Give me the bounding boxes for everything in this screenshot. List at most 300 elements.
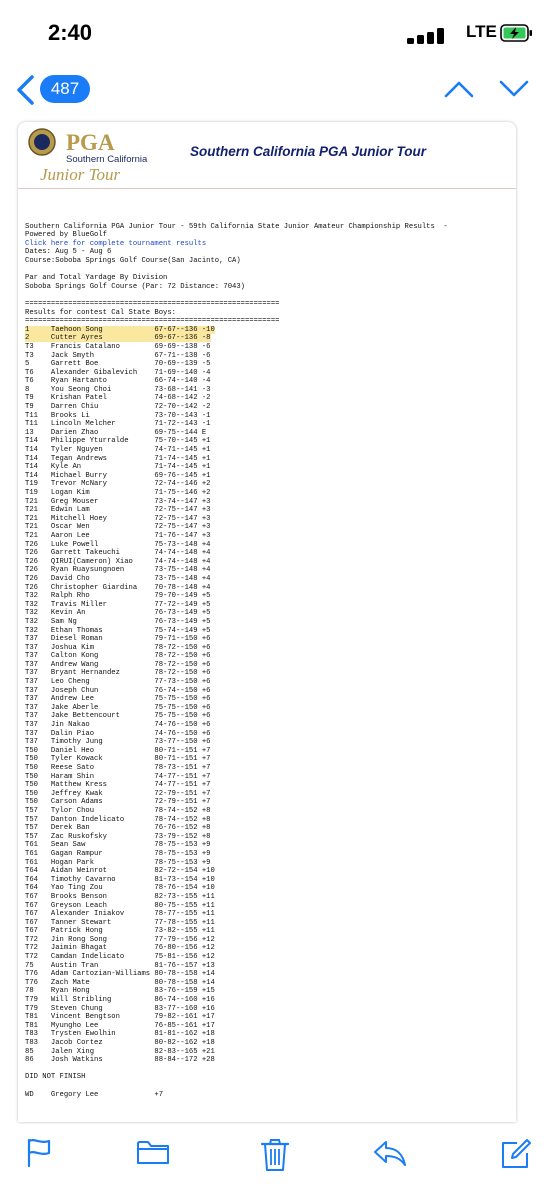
table-row bbox=[25, 635, 211, 643]
result-player-name: Carson Adams bbox=[50, 798, 155, 807]
result-position: T37 bbox=[25, 635, 51, 644]
table-row bbox=[25, 807, 211, 815]
result-position: T26 bbox=[25, 549, 51, 558]
flag-icon[interactable] bbox=[26, 1138, 52, 1168]
table-row bbox=[25, 876, 215, 884]
result-position: T83 bbox=[25, 1030, 51, 1039]
table-row bbox=[25, 515, 211, 523]
result-score: 75-70--145 +1 bbox=[154, 437, 211, 446]
table-row bbox=[25, 455, 211, 463]
result-player-name: Camdan Indelicato bbox=[50, 953, 155, 962]
result-player-name: Gagan Rampur bbox=[50, 849, 155, 858]
result-position: T37 bbox=[25, 652, 51, 661]
result-score: 67-67--136 -10 bbox=[154, 325, 215, 334]
result-position: T64 bbox=[25, 875, 51, 884]
result-position: T79 bbox=[25, 996, 51, 1005]
result-score: 73-75--148 +4 bbox=[154, 574, 211, 583]
result-score: 73-77--150 +6 bbox=[154, 738, 211, 747]
table-row bbox=[25, 867, 215, 875]
result-position: T50 bbox=[25, 781, 51, 790]
result-score: 78-74--152 +8 bbox=[154, 806, 211, 815]
folder-icon[interactable] bbox=[136, 1138, 170, 1166]
result-score: 72-75--147 +3 bbox=[154, 506, 211, 515]
result-score: 78-75--153 +9 bbox=[154, 841, 211, 850]
result-score: 72-79--151 +7 bbox=[154, 798, 211, 807]
table-row bbox=[25, 437, 211, 445]
table-row bbox=[25, 592, 211, 600]
table-row bbox=[25, 859, 211, 867]
mail-toolbar bbox=[0, 1124, 554, 1200]
logo-tagline: Junior Tour bbox=[40, 165, 121, 184]
result-player-name: Cutter Ayres bbox=[50, 334, 155, 343]
table-row bbox=[25, 919, 215, 927]
result-position: T19 bbox=[25, 480, 51, 489]
result-player-name: Tylor Chou bbox=[50, 806, 155, 815]
table-row bbox=[25, 1048, 215, 1056]
result-position: T37 bbox=[25, 738, 51, 747]
result-position: T37 bbox=[25, 686, 51, 695]
table-row bbox=[25, 1039, 215, 1047]
result-position: T21 bbox=[25, 506, 51, 515]
result-player-name: Jake Bettencourt bbox=[50, 712, 155, 721]
result-position: T9 bbox=[25, 403, 51, 412]
result-player-name: Oscar Wen bbox=[50, 523, 155, 532]
result-player-name: Sean Saw bbox=[50, 841, 155, 850]
table-row bbox=[25, 377, 211, 385]
table-row bbox=[25, 816, 211, 824]
table-row bbox=[25, 669, 211, 677]
result-score: 81-81--162 +18 bbox=[154, 1030, 215, 1039]
result-position: T61 bbox=[25, 849, 51, 858]
result-position: T11 bbox=[25, 420, 51, 429]
table-row bbox=[25, 403, 211, 411]
result-position: T6 bbox=[25, 368, 51, 377]
result-position: 1 bbox=[25, 325, 51, 334]
result-score: 77-73--150 +6 bbox=[154, 678, 211, 687]
result-player-name: Trysten Ewolhin bbox=[50, 1030, 155, 1039]
table-row bbox=[25, 446, 211, 454]
par-heading: Par and Total Yardage By Division bbox=[25, 274, 168, 283]
table-row bbox=[25, 420, 211, 428]
separator: =========================================================== bbox=[25, 317, 280, 326]
table-row bbox=[25, 334, 211, 342]
result-player-name: Philippe Yturralde bbox=[50, 437, 155, 446]
result-position: T37 bbox=[25, 721, 51, 730]
result-position: T26 bbox=[25, 540, 51, 549]
result-position: T57 bbox=[25, 815, 51, 824]
result-score: 73-82--155 +11 bbox=[154, 927, 215, 936]
result-player-name: Vincent Bengtson bbox=[50, 1013, 155, 1022]
result-position: T9 bbox=[25, 394, 51, 403]
table-row bbox=[25, 584, 211, 592]
result-position: 86 bbox=[25, 1056, 51, 1065]
result-position: T57 bbox=[25, 824, 51, 833]
result-score: 72-75--147 +3 bbox=[154, 523, 211, 532]
result-player-name: Adam Cartozian-Williams bbox=[50, 970, 155, 979]
result-position: T32 bbox=[25, 600, 51, 609]
result-player-name: Dalin Piao bbox=[50, 729, 155, 738]
result-score: 78-72--150 +6 bbox=[154, 643, 211, 652]
result-score: 78-72--150 +6 bbox=[154, 669, 211, 678]
dnf-heading: DID NOT FINISH bbox=[25, 1073, 86, 1082]
table-row bbox=[25, 343, 211, 351]
result-position: T64 bbox=[25, 867, 51, 876]
result-player-name: Ryan Hartanto bbox=[50, 377, 155, 386]
result-score: 83-77--160 +16 bbox=[154, 1004, 215, 1013]
result-score: 81-76--157 +13 bbox=[154, 961, 215, 970]
table-row bbox=[25, 352, 211, 360]
table-row bbox=[25, 953, 215, 961]
table-row bbox=[25, 893, 215, 901]
result-player-name: Ryan Ruaysungnoen bbox=[50, 566, 155, 575]
table-row bbox=[25, 498, 211, 506]
result-score: 73-75--148 +4 bbox=[154, 566, 211, 575]
result-score: 74-68--142 -2 bbox=[154, 394, 211, 403]
result-player-name: Matthew Kress bbox=[50, 781, 155, 790]
result-position: T72 bbox=[25, 935, 51, 944]
result-player-name: Krishan Patel bbox=[50, 394, 155, 403]
result-score: 69-76--145 +1 bbox=[154, 471, 211, 480]
result-score: 75-74--149 +5 bbox=[154, 626, 211, 635]
table-row bbox=[25, 704, 211, 712]
table-row bbox=[25, 489, 211, 497]
result-score: 70-69--139 -5 bbox=[154, 360, 211, 369]
result-score: 73-68--141 -3 bbox=[154, 385, 211, 394]
table-row bbox=[25, 575, 211, 583]
result-player-name: Danton Indelicato bbox=[50, 815, 155, 824]
table-row bbox=[25, 944, 215, 952]
email-header bbox=[18, 122, 516, 188]
complete-results-link[interactable]: Click here for complete tournament results bbox=[25, 239, 207, 248]
intro-line-1: Southern California PGA Junior Tour - 59th California State Junior Amateur Championship Results - bbox=[25, 222, 448, 231]
result-score: 69-67--136 -8 bbox=[154, 334, 211, 343]
result-position: T32 bbox=[25, 617, 51, 626]
result-player-name: Edwin Lam bbox=[50, 506, 155, 515]
result-player-name: Derek Ban bbox=[50, 824, 155, 833]
result-player-name: You Seong Choi bbox=[50, 385, 155, 394]
mail-nav-bar bbox=[0, 64, 554, 116]
result-score: 69-75--144 E bbox=[154, 428, 207, 437]
result-score: 75-81--156 +12 bbox=[154, 953, 215, 962]
result-player-name: Ethan Thomas bbox=[50, 626, 155, 635]
result-position: T37 bbox=[25, 712, 51, 721]
result-score: 72-74--146 +2 bbox=[154, 480, 211, 489]
table-row bbox=[25, 1056, 215, 1064]
result-player-name: Will Stribling bbox=[50, 996, 155, 1005]
result-score: 78-74--152 +8 bbox=[154, 815, 211, 824]
result-score: 73-74--147 +3 bbox=[154, 497, 211, 506]
table-row bbox=[25, 755, 211, 763]
result-position: T72 bbox=[25, 944, 51, 953]
table-row bbox=[25, 747, 211, 755]
result-position: T61 bbox=[25, 841, 51, 850]
result-score: 75-75--150 +6 bbox=[154, 712, 211, 721]
table-row bbox=[25, 601, 211, 609]
result-position: T64 bbox=[25, 884, 51, 893]
result-score: 81-73--154 +10 bbox=[154, 875, 215, 884]
result-player-name: Garrett Takeuchi bbox=[50, 549, 155, 558]
table-row bbox=[25, 927, 215, 935]
result-position: 5 bbox=[25, 360, 51, 369]
result-score: 73-79--152 +8 bbox=[154, 832, 211, 841]
result-position: T50 bbox=[25, 789, 51, 798]
result-player-name: Jaimin Bhagat bbox=[50, 944, 155, 953]
result-position: T14 bbox=[25, 446, 51, 455]
result-score: 76-73--149 +5 bbox=[154, 609, 211, 618]
result-score: 78-75--153 +9 bbox=[154, 858, 211, 867]
tournament-course: Course:Soboba Springs Golf Course(San Jacinto, CA) bbox=[25, 256, 241, 265]
table-row bbox=[25, 910, 215, 918]
result-score: 72-70--142 -2 bbox=[154, 403, 211, 412]
table-row bbox=[25, 764, 211, 772]
table-row bbox=[25, 1091, 163, 1099]
result-position: T26 bbox=[25, 566, 51, 575]
result-position: 8 bbox=[25, 385, 51, 394]
result-player-name: Myungho Lee bbox=[50, 1021, 155, 1030]
tournament-dates: Dates: Aug 5 - Aug 6 bbox=[25, 248, 112, 257]
table-row bbox=[25, 609, 211, 617]
result-player-name: Tanner Stewart bbox=[50, 918, 155, 927]
result-score: 75-75--150 +6 bbox=[154, 695, 211, 704]
result-player-name: Christopher Giardina bbox=[50, 583, 155, 592]
trash-icon[interactable] bbox=[260, 1138, 290, 1172]
table-row bbox=[25, 326, 215, 334]
result-score: 71-74--145 +1 bbox=[154, 463, 211, 472]
result-player-name: Haram Shin bbox=[50, 772, 155, 781]
intro-line-2: Powered by BlueGolf bbox=[25, 231, 107, 240]
result-score: 74-76--150 +6 bbox=[154, 729, 211, 738]
result-position: T32 bbox=[25, 609, 51, 618]
table-row bbox=[25, 644, 211, 652]
result-player-name: Mitchell Hoey bbox=[50, 514, 155, 523]
table-row bbox=[25, 721, 211, 729]
par-line: Soboba Springs Golf Course (Par: 72 Distance: 7043) bbox=[25, 282, 245, 291]
result-score: 79-70--149 +5 bbox=[154, 592, 211, 601]
result-score: 82-83--165 +21 bbox=[154, 1047, 215, 1056]
dnf-score: +7 bbox=[154, 1090, 164, 1099]
result-position: T37 bbox=[25, 643, 51, 652]
result-player-name: Logan Kim bbox=[50, 489, 155, 497]
result-player-name: QIRUI(Cameron) Xiao bbox=[50, 557, 155, 566]
table-row bbox=[25, 790, 211, 798]
table-row bbox=[25, 781, 211, 789]
result-position: T79 bbox=[25, 1004, 51, 1013]
result-position: T3 bbox=[25, 351, 51, 360]
table-row bbox=[25, 738, 211, 746]
result-player-name: Reese Sato bbox=[50, 764, 155, 772]
result-position: 13 bbox=[25, 428, 51, 437]
result-score: 75-75--150 +6 bbox=[154, 703, 211, 712]
table-row bbox=[25, 506, 211, 514]
result-position: T21 bbox=[25, 531, 51, 540]
network-type: LTE bbox=[466, 22, 497, 41]
table-row bbox=[25, 884, 215, 892]
table-row bbox=[25, 678, 211, 686]
result-position: T67 bbox=[25, 927, 51, 936]
previous-message-icon[interactable] bbox=[444, 78, 474, 100]
result-position: T19 bbox=[25, 489, 51, 497]
table-row bbox=[25, 661, 211, 669]
result-player-name: Alexander Iniakov bbox=[50, 910, 155, 919]
dnf-table bbox=[25, 1091, 163, 1099]
result-score: 80-82--162 +18 bbox=[154, 1039, 215, 1047]
email-title: Southern California PGA Junior Tour bbox=[190, 144, 427, 159]
result-player-name: Darien Zhao bbox=[50, 428, 155, 437]
result-player-name: Aaron Lee bbox=[50, 531, 155, 540]
result-player-name: Greg Mouser bbox=[50, 497, 155, 506]
result-score: 74-77--151 +7 bbox=[154, 772, 211, 781]
result-score: 76-85--161 +17 bbox=[154, 1021, 215, 1030]
result-position: T6 bbox=[25, 377, 51, 386]
table-row bbox=[25, 369, 211, 377]
result-score: 70-78--148 +4 bbox=[154, 583, 211, 592]
table-row bbox=[25, 472, 211, 480]
result-player-name: Michael Burry bbox=[50, 471, 155, 480]
result-player-name: Jack Smyth bbox=[50, 351, 155, 360]
result-position: T57 bbox=[25, 806, 51, 815]
message-count-badge[interactable]: 487 bbox=[40, 75, 90, 103]
result-player-name: Timothy Cavarno bbox=[50, 875, 155, 884]
result-score: 80-75--155 +11 bbox=[154, 901, 215, 910]
table-row bbox=[25, 386, 211, 394]
table-row bbox=[25, 652, 211, 660]
reply-icon[interactable] bbox=[372, 1138, 408, 1168]
result-position: T37 bbox=[25, 669, 51, 678]
result-position: T72 bbox=[25, 953, 51, 962]
result-score: 78-72--150 +6 bbox=[154, 660, 211, 669]
result-position: T32 bbox=[25, 592, 51, 601]
table-row bbox=[25, 463, 211, 471]
table-row bbox=[25, 523, 211, 531]
result-score: 86-74--160 +16 bbox=[154, 996, 215, 1005]
result-position: T14 bbox=[25, 471, 51, 480]
result-position: T67 bbox=[25, 901, 51, 910]
result-score: 76-74--150 +6 bbox=[154, 686, 211, 695]
table-row bbox=[25, 712, 211, 720]
table-row bbox=[25, 996, 215, 1004]
result-position: T76 bbox=[25, 978, 51, 987]
result-position: T57 bbox=[25, 832, 51, 841]
logo-brand: PGA bbox=[66, 130, 115, 155]
table-row bbox=[25, 695, 211, 703]
result-player-name: Aidan Weinrot bbox=[50, 867, 155, 876]
result-player-name: Daniel Heo bbox=[50, 746, 155, 755]
table-row bbox=[25, 532, 211, 540]
result-score: 74-76--150 +6 bbox=[154, 721, 211, 730]
table-row bbox=[25, 1005, 215, 1013]
result-score: 78-73--151 +7 bbox=[154, 764, 211, 772]
table-row bbox=[25, 480, 211, 488]
table-row bbox=[25, 962, 215, 970]
table-row bbox=[25, 394, 211, 402]
result-player-name: Tyler Nguyen bbox=[50, 446, 155, 455]
result-player-name: Austin Tran bbox=[50, 961, 155, 970]
result-player-name: Greyson Leach bbox=[50, 901, 155, 910]
result-position: 85 bbox=[25, 1047, 51, 1056]
result-player-name: Trevor McNary bbox=[50, 480, 155, 489]
result-player-name: Kevin An bbox=[50, 609, 155, 618]
result-position: T11 bbox=[25, 411, 51, 420]
result-score: 88-84--172 +28 bbox=[154, 1056, 215, 1065]
result-score: 76-76--152 +8 bbox=[154, 824, 211, 833]
table-row bbox=[25, 850, 211, 858]
cellular-signal-icon bbox=[407, 28, 459, 44]
result-position: T50 bbox=[25, 755, 51, 764]
result-score: 75-73--148 +4 bbox=[154, 540, 211, 549]
table-row bbox=[25, 970, 215, 978]
result-score: 77-79--156 +12 bbox=[154, 935, 215, 944]
table-row bbox=[25, 687, 211, 695]
result-player-name: Zach Mate bbox=[50, 978, 155, 987]
table-row bbox=[25, 566, 211, 574]
table-row bbox=[25, 429, 206, 437]
result-position: T26 bbox=[25, 583, 51, 592]
table-row bbox=[25, 773, 211, 781]
result-player-name: Zac Ruskofsky bbox=[50, 832, 155, 841]
table-row bbox=[25, 987, 215, 995]
result-position: 2 bbox=[25, 334, 51, 343]
table-row bbox=[25, 1022, 215, 1030]
result-score: 83-76--159 +15 bbox=[154, 987, 215, 996]
separator: =========================================================== bbox=[25, 299, 280, 308]
result-player-name: Ralph Rho bbox=[50, 592, 155, 601]
result-player-name: Brooks Benson bbox=[50, 892, 155, 901]
result-position: T21 bbox=[25, 514, 51, 523]
result-player-name: Alexander Gibalevich bbox=[50, 368, 155, 377]
result-score: 82-72--154 +10 bbox=[154, 867, 215, 876]
result-player-name: Patrick Hong bbox=[50, 927, 155, 936]
result-position: 75 bbox=[25, 961, 51, 970]
back-chevron-icon[interactable] bbox=[14, 74, 36, 106]
result-position: T67 bbox=[25, 892, 51, 901]
result-player-name: Travis Miller bbox=[50, 600, 155, 609]
result-player-name: Ryan Hong bbox=[50, 987, 155, 996]
result-player-name: Leo Cheng bbox=[50, 678, 155, 687]
result-position: T21 bbox=[25, 523, 51, 532]
result-score: 69-69--138 -6 bbox=[154, 342, 211, 351]
result-player-name: Calton Kong bbox=[50, 652, 155, 661]
table-row bbox=[25, 979, 215, 987]
contest-heading: Results for contest Cal State Boys: bbox=[25, 308, 176, 317]
result-player-name: Darren Chiu bbox=[50, 403, 155, 412]
result-score: 74-74--148 +4 bbox=[154, 549, 211, 558]
result-player-name: Taehoon Song bbox=[50, 325, 155, 334]
table-row bbox=[25, 824, 211, 832]
result-position: T50 bbox=[25, 798, 51, 807]
result-position: T14 bbox=[25, 463, 51, 472]
result-position: T14 bbox=[25, 437, 51, 446]
result-player-name: Diesel Roman bbox=[50, 635, 155, 644]
result-score: 78-72--150 +6 bbox=[154, 652, 211, 661]
result-player-name: Joshua Kim bbox=[50, 643, 155, 652]
result-position: T81 bbox=[25, 1013, 51, 1022]
result-score: 71-74--145 +1 bbox=[154, 454, 211, 463]
result-player-name: Bryant Hernandez bbox=[50, 669, 155, 678]
result-player-name: Tegan Andrews bbox=[50, 454, 155, 463]
next-message-icon[interactable] bbox=[499, 78, 529, 100]
table-row bbox=[25, 936, 215, 944]
result-player-name: Joseph Chun bbox=[50, 686, 155, 695]
result-player-name: Yao Ting Zou bbox=[50, 884, 155, 893]
result-player-name: Sam Ng bbox=[50, 617, 155, 626]
result-score: 77-78--155 +11 bbox=[154, 918, 215, 927]
result-score: 74-71--145 +1 bbox=[154, 446, 211, 455]
result-position: T21 bbox=[25, 497, 51, 506]
table-row bbox=[25, 412, 211, 420]
result-position: T32 bbox=[25, 626, 51, 635]
dnf-name: Gregory Lee bbox=[50, 1090, 155, 1099]
compose-icon[interactable] bbox=[500, 1138, 532, 1170]
